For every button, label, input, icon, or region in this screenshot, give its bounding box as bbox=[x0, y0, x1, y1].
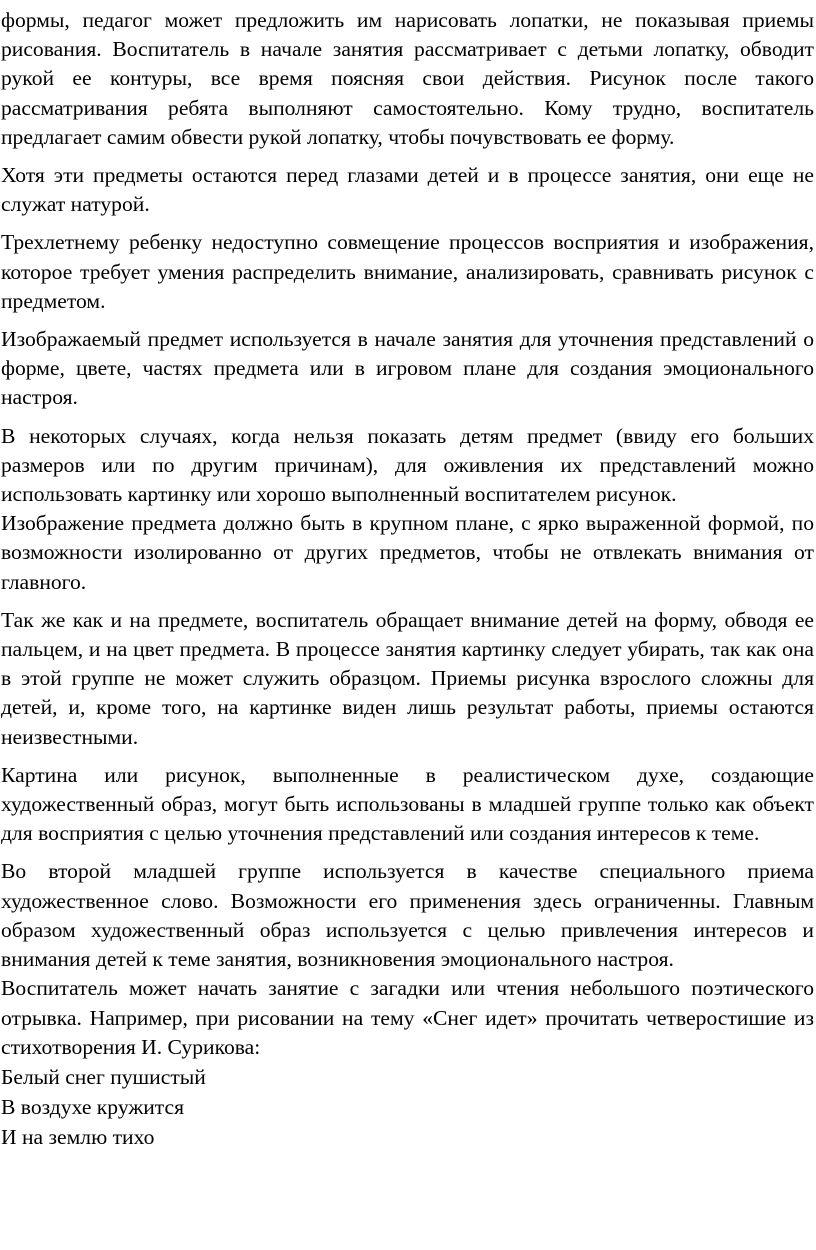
paragraph-2: Хотя эти предметы остаются перед глазами детей и в процессе занятия, они еще не служат натурой. bbox=[1, 163, 814, 217]
paragraph-8: Картина или рисунок, выполненные в реалистическом духе, создающие художественный образ, могут быть использованы в младшей группе только как объект для восприятия с целью уточнения представлений или создания интересов к теме. bbox=[1, 762, 814, 846]
paragraph-5: В некоторых случаях, когда нельзя показать детям предмет (ввиду его больших размеров или по другим причинам), для оживления их представлений можно использовать картинку или хорошо выполненный воспитателем рисунок. bbox=[1, 423, 814, 507]
paragraph-9: Во второй младшей группе используется в качестве специального приема художественное слово. Возможности его применения здесь ограниченны. Главным образом художественный образ используется с целью привлечения интересов и внимания детей к теме занятия, возникновения эмоционального настроя. bbox=[1, 859, 814, 972]
verse-line-3: И на землю тихо bbox=[1, 1124, 155, 1149]
paragraph-10: Воспитатель может начать занятие с загадки или чтения небольшого поэтического отрывка. Например, при рисовании на тему «Снег идет» прочитать четверостишие из стихотворения И. Сурикова: bbox=[1, 976, 814, 1059]
paragraph-3: Трехлетнему ребенку недоступно совмещение процессов восприятия и изображения, которое требует умения распределить внимание, анализировать, сравнивать рисунок с предметом. bbox=[1, 230, 814, 313]
paragraph-1: формы, педагог может предложить им нарисовать лопатки, не показывая приемы рисования. Воспитатель в начале занятия рассматривает с детьми лопатку, обводит рукой ее контуры, все время поясняя свои действия. Рисунок после такого рассматривания ребята выполняют самостоятельно. Кому трудно, воспитатель предлагает самим обвести рукой лопатку, чтобы почувствовать ее форму. bbox=[1, 8, 814, 149]
paragraph-6: Изображение предмета должно быть в крупном плане, с ярко выраженной формой, по возможности изолированно от других предметов, чтобы не отвлекать внимания от главного. bbox=[1, 511, 814, 594]
paragraph-4: Изображаемый предмет используется в начале занятия для уточнения представлений о форме, цвете, частях предмета или в игровом плане для создания эмоционального настроя. bbox=[1, 327, 814, 410]
poem-excerpt bbox=[1, 1062, 814, 1152]
paragraph-7: Так же как и на предмете, воспитатель обращает внимание детей на форму, обводя ее пальцем, и на цвет предмета. В процессе занятия картинку следует убирать, так как она в этой группе не может служить образцом. Приемы рисунка взрослого сложны для детей, и, кроме того, на картинке виден лишь результат работы, приемы остаются неизвестными. bbox=[1, 607, 814, 749]
verse-line-2: В воздухе кружится bbox=[1, 1094, 185, 1119]
verse-line-1: Белый снег пушистый bbox=[1, 1064, 206, 1089]
